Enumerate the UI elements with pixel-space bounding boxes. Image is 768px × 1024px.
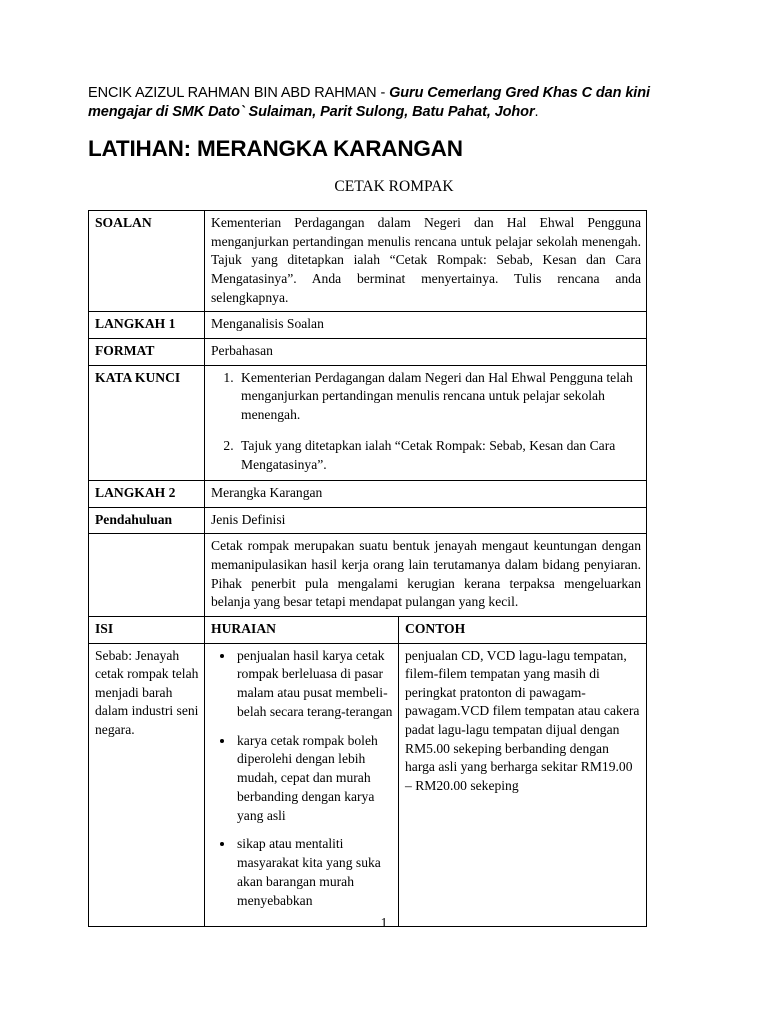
- table-row: [89, 481, 647, 508]
- pendahuluan-type: Jenis Definisi: [205, 507, 647, 534]
- kata-kunci-label: KATA KUNCI: [89, 365, 205, 481]
- langkah1-label: LANGKAH 1: [89, 312, 205, 339]
- soalan-label: SOALAN: [89, 211, 205, 312]
- huraian-header: HURAIAN: [205, 616, 399, 643]
- table-header-row: [89, 616, 647, 643]
- essay-framework-table: [88, 210, 647, 926]
- kata-kunci-list: [211, 369, 641, 475]
- table-row: [89, 534, 647, 616]
- author-line: [88, 84, 680, 122]
- document-subtitle: CETAK ROMPAK: [334, 178, 454, 196]
- table-row: [89, 338, 647, 365]
- pendahuluan-label: Pendahuluan: [89, 507, 205, 534]
- table-row: [89, 643, 647, 926]
- list-item: • sikap atau mentaliti masyarakat kita yang suka akan barangan murah menyebabkan: [235, 835, 393, 910]
- soalan-text: Kementerian Perdagangan dalam Negeri dan Hal Ehwal Pengguna menganjurkan pertandingan menulis rencana untuk pelajar sekolah menengah. Tajuk yang ditetapkan ialah “Cetak Rompak: Sebab, Kesan dan Cara Mengatasinya”. Anda berminat menyertainya. Tulis rencana anda selengkapnya.: [205, 211, 647, 312]
- huraian-cell: [205, 643, 399, 926]
- isi-text: Sebab: Jenayah cetak rompak telah menjadi barah dalam industri seni negara.: [89, 643, 205, 926]
- pendahuluan-spacer: [89, 534, 205, 616]
- contoh-text: penjualan CD, VCD lagu-lagu tempatan, filem-filem tempatan yang masih di peringkat pratonton di pawagam-pawagam.VCD filem tempatan atau cakera padat lagu-lagu tempatan dijual dengan RM5.00 sekeping berbanding dengan harga asli yang berharga sekitar RM19.00 – RM20.00 sekeping: [399, 643, 647, 926]
- page-title: LATIHAN: MERANGKA KARANGAN: [88, 136, 463, 162]
- author-suffix: .: [534, 104, 539, 121]
- isi-header: ISI: [89, 616, 205, 643]
- contoh-header: CONTOH: [399, 616, 647, 643]
- list-item: 2. Tajuk yang ditetapkan ialah “Cetak Rompak: Sebab, Kesan dan Cara Mengatasinya”.: [237, 437, 641, 475]
- table-row: [89, 365, 647, 481]
- table-row: [89, 312, 647, 339]
- list-item: • penjualan hasil karya cetak rompak berleluasa di pasar malam atau pusat membeli-belah secara terang-terangan: [235, 647, 393, 722]
- author-credentials: Guru Cemerlang Gred Khas C dan kini mengajar di SMK Dato` Sulaiman, Parit Sulong, Batu Pahat, Johor: [88, 85, 650, 121]
- format-text: Perbahasan: [205, 338, 647, 365]
- pendahuluan-text: Cetak rompak merupakan suatu bentuk jenayah mengaut keuntungan dengan memanipulasikan hasil kerja orang lain terutamanya dalam bidang penyiaran. Pihak penerbit pula mengalami kerugian kerana terpaksa mengeluarkan belanja yang besar tetapi mendapat pulangan yang kecil.: [205, 534, 647, 616]
- list-item: 1. Kementerian Perdagangan dalam Negeri dan Hal Ehwal Pengguna telah menganjurkan pertandingan menulis rencana untuk pelajar sekolah menengah.: [237, 369, 641, 425]
- langkah2-label: LANGKAH 2: [89, 481, 205, 508]
- kata-kunci-cell: [205, 365, 647, 481]
- langkah2-text: Merangka Karangan: [205, 481, 647, 508]
- format-label: FORMAT: [89, 338, 205, 365]
- langkah1-text: Menganalisis Soalan: [205, 312, 647, 339]
- table-row: [89, 507, 647, 534]
- table-row: [89, 211, 647, 312]
- page-number: 1: [380, 915, 388, 930]
- list-item: • karya cetak rompak boleh diperolehi dengan lebih mudah, cepat dan murah berbanding dengan karya yang asli: [235, 732, 393, 826]
- document-content: [88, 84, 680, 927]
- huraian-list: [211, 647, 393, 911]
- author-prefix: ENCIK AZIZUL RAHMAN BIN ABD RAHMAN -: [88, 85, 390, 101]
